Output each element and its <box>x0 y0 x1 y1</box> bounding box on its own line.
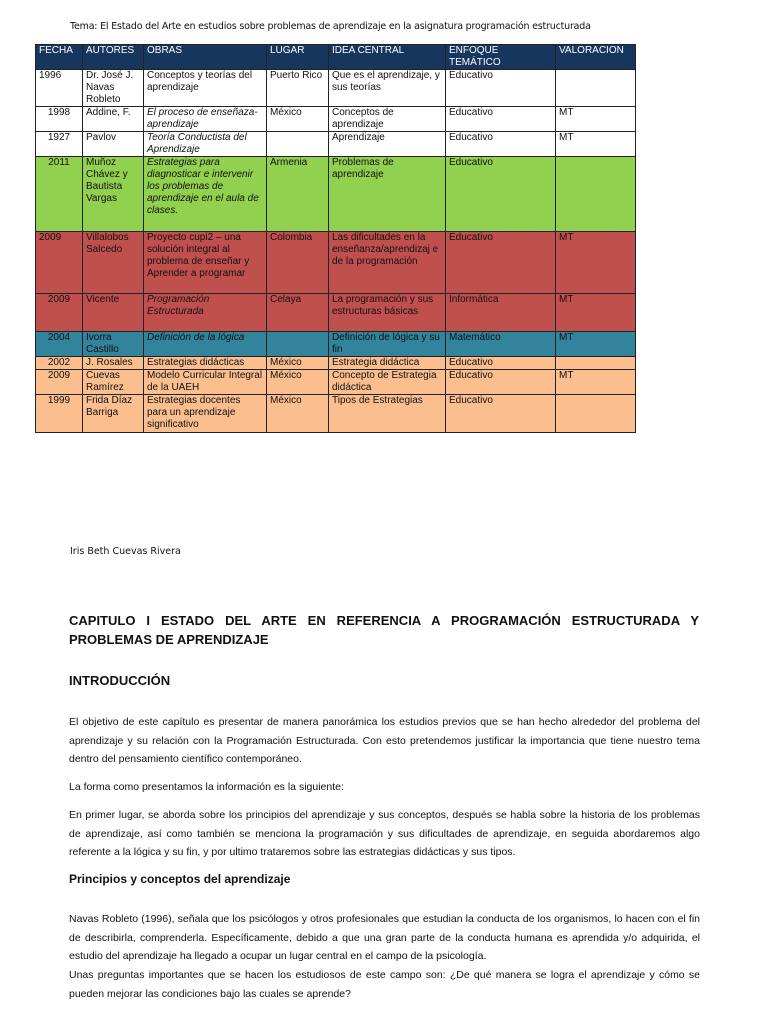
cell-autores: Villalobos Salcedo <box>83 232 144 294</box>
table-row <box>36 395 636 433</box>
cell-valoracion: MT <box>556 132 636 157</box>
header-autores: AUTORES <box>83 45 144 70</box>
cell-valoracion: MT <box>556 332 636 357</box>
paragraph-navas: Navas Robleto (1996), señala que los psicólogos y otros profesionales que estudian la conducta de los organismos, lo hacen con el fin de describirla, comprenderla. Específicamente, debido a que una gran parte de la conducta humana es aprendida y/o adquirida, el estudio del aprendizaje ha llegado a ocupar un lugar central en el campo de la psicología. <box>69 913 700 962</box>
cell-idea: Estrategia didáctica <box>329 357 446 370</box>
cell-autores: Frida Díaz Barriga <box>83 395 144 433</box>
section-subheading: Principios y conceptos del aprendizaje <box>69 872 291 886</box>
cell-obras: Teoría Conductista del Aprendizaje <box>144 132 267 157</box>
cell-autores: Addine, F. <box>83 107 144 132</box>
cell-obras: Proyecto cupi2 – una solución integral al problema de enseñar y Aprender a programar <box>144 232 267 294</box>
cell-lugar: México <box>267 395 329 433</box>
cell-idea: Tipos de Estrategias <box>329 395 446 433</box>
cell-enfoque: Educativo <box>446 107 556 132</box>
header-fecha: FECHA <box>36 45 83 70</box>
cell-obras: Estrategias para diagnosticar e intervenir los problemas de aprendizaje en el aula de clases. <box>144 157 267 232</box>
cell-fecha: 2002 <box>36 357 83 370</box>
paragraph-outline: En primer lugar, se aborda sobre los principios del aprendizaje y sus conceptos, después se habla sobre la historia de los problemas de aprendizaje, así como también se menciona la programación y sus dificultades de aprendizaje, en seguida abordaremos algo referente a la lógica y su fin, y por ultimo trataremos sobre las estrategias didácticas y sus tipos. <box>69 809 700 858</box>
cell-lugar: México <box>267 107 329 132</box>
table-row <box>36 332 636 357</box>
cell-lugar: Puerto Rico <box>267 70 329 107</box>
cell-fecha: 1999 <box>36 395 83 433</box>
cell-autores: Vicente <box>83 294 144 332</box>
cell-obras: Estrategias didácticas <box>144 357 267 370</box>
table-header-row <box>36 45 636 70</box>
cell-idea: Aprendizaje <box>329 132 446 157</box>
table-row <box>36 294 636 332</box>
cell-idea: Problemas de aprendizaje <box>329 157 446 232</box>
cell-lugar <box>267 332 329 357</box>
cell-lugar: Colombia <box>267 232 329 294</box>
cell-enfoque: Educativo <box>446 395 556 433</box>
table-row <box>36 357 636 370</box>
cell-idea: La programación y sus estructuras básicas <box>329 294 446 332</box>
header-idea-central: IDEA CENTRAL <box>329 45 446 70</box>
cell-fecha: 2009 <box>36 370 83 395</box>
header-lugar: LUGAR <box>267 45 329 70</box>
header-enfoque: ENFOQUE TEMÁTICO <box>446 45 556 70</box>
cell-fecha: 1996 <box>36 70 83 107</box>
cell-idea: Las dificultades en la enseñanza/aprendizaj e de la programación <box>329 232 446 294</box>
cell-autores: Dr. José J. Navas Robleto <box>83 70 144 107</box>
chapter-title: CAPITULO I ESTADO DEL ARTE EN REFERENCIA A PROGRAMACIÓN ESTRUCTURADA Y PROBLEMAS DE APRENDIZAJE <box>69 613 699 647</box>
cell-idea: Conceptos de aprendizaje <box>329 107 446 132</box>
cell-fecha: 2009 <box>36 232 83 294</box>
cell-obras: Estrategias docentes para un aprendizaje significativo <box>144 395 267 433</box>
table-row <box>36 370 636 395</box>
intro-heading: INTRODUCCIÓN <box>69 673 171 688</box>
cell-obras: Conceptos y teorías del aprendizaje <box>144 70 267 107</box>
cell-lugar: México <box>267 357 329 370</box>
cell-fecha: 2009 <box>36 294 83 332</box>
cell-autores: Cuevas Ramírez <box>83 370 144 395</box>
table-row <box>36 132 636 157</box>
state-of-art-table <box>35 44 636 433</box>
paragraph-format: La forma como presentamos la información es la siguiente: <box>69 781 344 793</box>
author-name: Iris Beth Cuevas Rivera <box>70 546 181 557</box>
cell-valoracion <box>556 395 636 433</box>
cell-enfoque: Educativo <box>446 132 556 157</box>
table-row <box>36 232 636 294</box>
cell-autores: Muñoz Chávez y Bautista Vargas <box>83 157 144 232</box>
paragraph-questions: Unas preguntas importantes que se hacen los estudiosos de este campo son: ¿De qué manera se logra el aprendizaje y cómo se pueden mejorar las condiciones bajo las cuales se aprende? <box>69 969 700 1000</box>
cell-idea: Definición de lógica y su fin <box>329 332 446 357</box>
cell-autores: J. Rosales <box>83 357 144 370</box>
cell-fecha: 2004 <box>36 332 83 357</box>
cell-valoracion: MT <box>556 232 636 294</box>
cell-valoracion <box>556 157 636 232</box>
cell-valoracion: MT <box>556 370 636 395</box>
cell-enfoque: Educativo <box>446 232 556 294</box>
cell-valoracion: MT <box>556 107 636 132</box>
cell-obras: Programación Estructurada <box>144 294 267 332</box>
cell-idea: Que es el aprendizaje, y sus teorías <box>329 70 446 107</box>
table-row <box>36 107 636 132</box>
table-row <box>36 157 636 232</box>
cell-idea: Concepto de Estrategia didáctica <box>329 370 446 395</box>
cell-obras: Definición de la lógica <box>144 332 267 357</box>
table-row <box>36 70 636 107</box>
cell-lugar: Armenia <box>267 157 329 232</box>
cell-enfoque: Educativo <box>446 357 556 370</box>
header-valoracion: VALORACION <box>556 45 636 70</box>
cell-enfoque: Matemático <box>446 332 556 357</box>
cell-obras: Modelo Curricular Integral de la UAEH <box>144 370 267 395</box>
cell-valoracion <box>556 357 636 370</box>
cell-valoracion <box>556 70 636 107</box>
cell-lugar: México <box>267 370 329 395</box>
header-obras: OBRAS <box>144 45 267 70</box>
cell-fecha: 2011 <box>36 157 83 232</box>
cell-enfoque: Educativo <box>446 370 556 395</box>
cell-autores: Ivorra Castillo <box>83 332 144 357</box>
cell-enfoque: Informática <box>446 294 556 332</box>
cell-fecha: 1927 <box>36 132 83 157</box>
cell-valoracion: MT <box>556 294 636 332</box>
cell-fecha: 1998 <box>36 107 83 132</box>
cell-enfoque: Educativo <box>446 157 556 232</box>
document-topic: Tema: El Estado del Arte en estudios sobre problemas de aprendizaje en la asignatura programación estructurada <box>70 21 591 32</box>
cell-enfoque: Educativo <box>446 70 556 107</box>
cell-autores: Pavlov <box>83 132 144 157</box>
cell-lugar: Celaya <box>267 294 329 332</box>
cell-lugar <box>267 132 329 157</box>
cell-obras: El proceso de enseñaza-aprendizaje <box>144 107 267 132</box>
paragraph-objective: El objetivo de este capítulo es presentar de manera panorámica los estudios previos que se han hecho alrededor del problema del aprendizaje y su relación con la Programación Estructurada. Con esto pretendemos justificar la importancia que tiene nuestro tema dentro del pensamiento científico contemporáneo. <box>69 716 700 765</box>
